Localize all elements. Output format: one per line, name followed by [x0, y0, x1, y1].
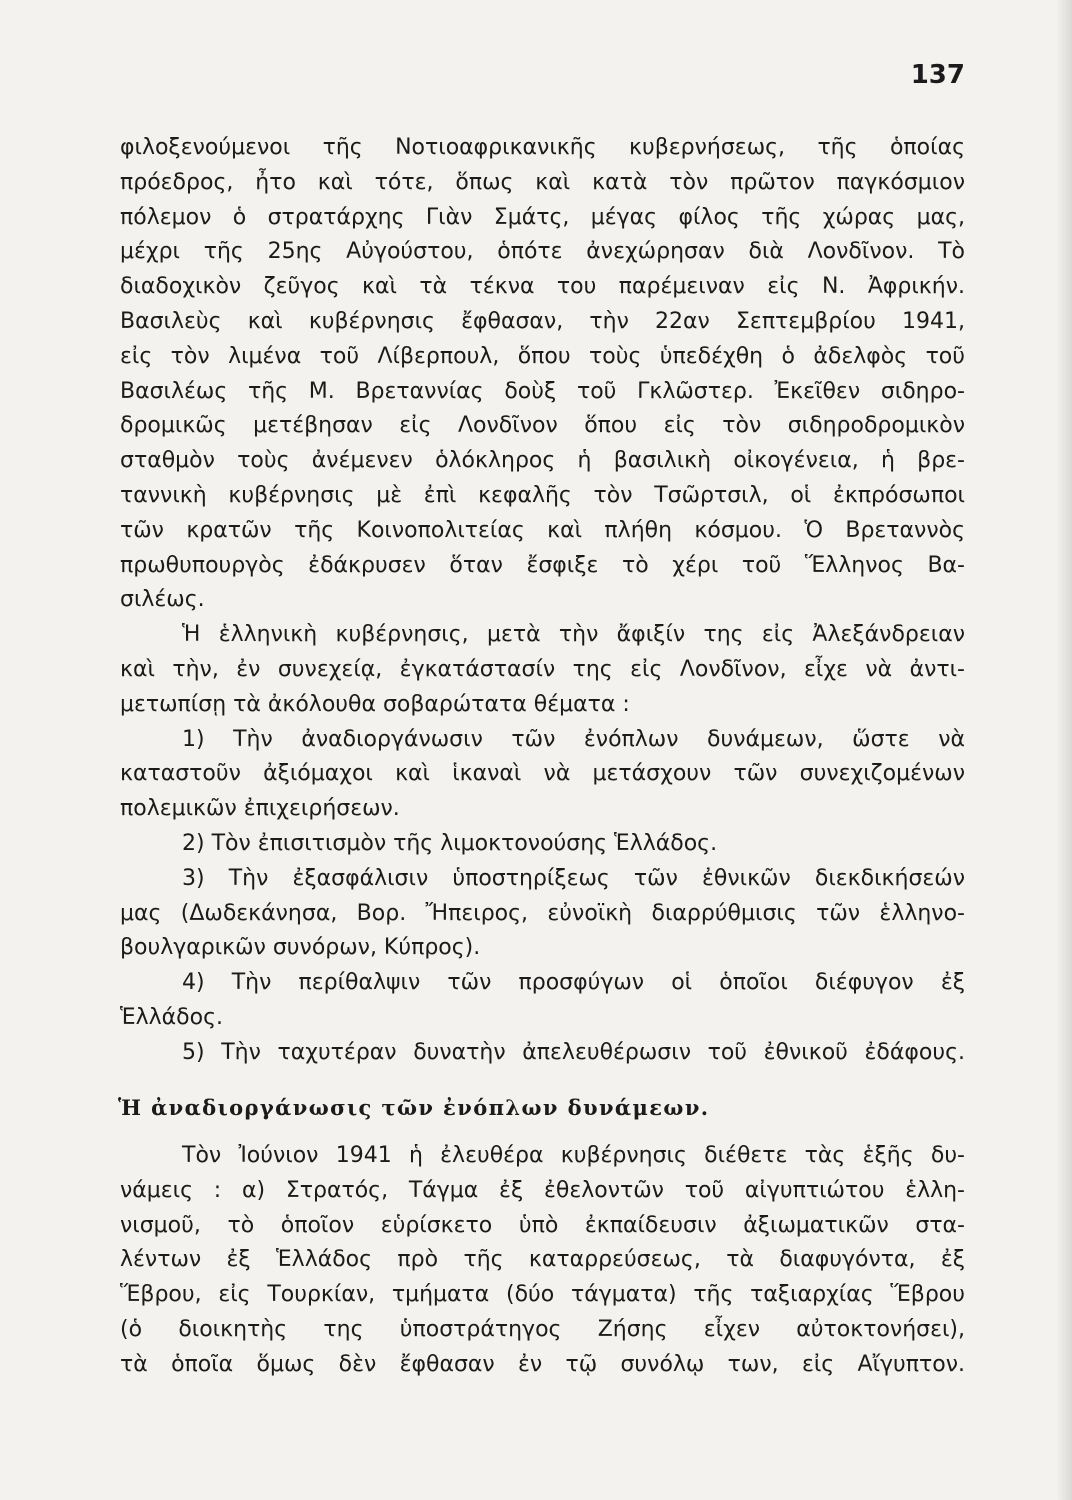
body-line: πρόεδρος, ἦτο καὶ τότε, ὅπως καὶ κατὰ τὸν πρῶτον παγκόσμιον [120, 169, 965, 195]
paragraph-intro [120, 618, 965, 722]
numbered-list [120, 723, 965, 1071]
body-line: καταστοῦν ἀξιόμαχοι καὶ ἱκαναὶ νὰ μετάσχουν τῶν συνεχιζομένων [120, 761, 965, 787]
body-line: 2) Τὸν ἐπισιτισμὸν τῆς λιμοκτονούσης Ἑλλάδος. [182, 830, 718, 856]
body-line: ταννικὴ κυβέρνησις μὲ ἐπὶ κεφαλῆς τὸν Τσῶρτσιλ, οἱ ἐκπρόσωποι [120, 482, 965, 508]
body-line: μας (Δωδεκάνησα, Βορ. Ἤπειρος, εὐνοϊκὴ διαρρύθμισις τῶν ἑλληνο- [120, 900, 965, 926]
numbered-item-1 [120, 723, 965, 827]
body-line: καὶ τὴν, ἐν συνεχείᾳ, ἐγκατάστασίν της εἰς Λονδῖνον, εἶχε νὰ ἀντι- [120, 656, 965, 682]
body-line: σιλέως. [120, 587, 205, 613]
body-line: πόλεμον ὁ στρατάρχης Γιὰν Σμάτς, μέγας φίλος τῆς χώρας μας, [120, 204, 965, 230]
body-line: νισμοῦ, τὸ ὁποῖον εὑρίσκετο ὑπὸ ἐκπαίδευσιν ἀξιωματικῶν στα- [120, 1212, 965, 1238]
body-line: Βασιλεὺς καὶ κυβέρνησις ἔφθασαν, τὴν 22αν Σεπτεμβρίου 1941, [120, 308, 965, 334]
body-line: πρωθυπουργὸς ἐδάκρυσεν ὅταν ἔσφιξε τὸ χέρι τοῦ Ἕλληνος Βα- [120, 552, 965, 578]
body-line: 5) Τὴν ταχυτέραν δυνατὴν ἀπελευθέρωσιν τοῦ ἐθνικοῦ ἐδάφους. [182, 1039, 965, 1065]
body-line: σταθμὸν τοὺς ἀνέμενεν ὁλόκληρος ἡ βασιλικὴ οἰκογένεια, ἡ βρε- [120, 448, 965, 474]
body-line: Βασιλέως τῆς Μ. Βρεταννίας δοὺξ τοῦ Γκλῶστερ. Ἐκεῖθεν σιδηρο- [120, 378, 965, 404]
body-line: δρομικῶς μετέβησαν εἰς Λονδῖνον ὅπου εἰς τὸν σιδηροδρομικὸν [120, 413, 965, 439]
numbered-item-2 [120, 827, 965, 862]
body-line: διαδοχικὸν ζεῦγος καὶ τὰ τέκνα του παρέμειναν εἰς Ν. Ἀφρικήν. [120, 274, 965, 300]
body-line: νάμεις : α) Στρατός, Τάγμα ἐξ ἐθελοντῶν τοῦ αἰγυπτιώτου ἑλλη- [120, 1177, 965, 1203]
body-line: Ἑλλάδος. [120, 1004, 224, 1030]
numbered-item-5 [120, 1036, 965, 1071]
main-text [120, 131, 965, 1071]
body-line: (ὁ διοικητὴς της ὑποστράτηγος Ζήσης εἶχεν αὐτοκτονήσει), [120, 1316, 965, 1342]
body-line: πολεμικῶν ἐπιχειρήσεων. [120, 796, 400, 822]
body-line: λέντων ἐξ Ἑλλάδος πρὸ τῆς καταρρεύσεως, τὰ διαφυγόντα, ἐξ [120, 1247, 965, 1273]
section-heading: Ἡ ἀναδιοργάνωσις τῶν ἐνόπλων δυνάμεων. [118, 1095, 710, 1120]
body-line: 4) Τὴν περίθαλψιν τῶν προσφύγων οἱ ὁποῖοι διέφυγον ἐξ [182, 970, 965, 996]
body-line: Ἕβρου, εἰς Τουρκίαν, τμήματα (δύο τάγματα) τῆς ταξιαρχίας Ἕβρου [120, 1282, 965, 1308]
body-line: βουλγαρικῶν συνόρων, Κύπρος). [120, 935, 481, 961]
body-line: 3) Τὴν ἐξασφάλισιν ὑποστηρίξεως τῶν ἐθνικῶν διεκδικήσεών [182, 865, 965, 891]
body-line: τὰ ὁποῖα ὅμως δὲν ἔφθασαν ἐν τῷ συνόλῳ των, εἰς Αἴγυπτον. [120, 1351, 965, 1377]
paragraph [120, 1139, 965, 1383]
body-line: μετωπίσῃ τὰ ἀκόλουθα σοβαρώτατα θέματα : [120, 691, 630, 717]
page-edge-shadow [1056, 0, 1072, 1500]
body-line: 1) Τὴν ἀναδιοργάνωσιν τῶν ἐνόπλων δυνάμεων, ὥστε νὰ [182, 726, 965, 752]
body-line: εἰς τὸν λιμένα τοῦ Λίβερπουλ, ὅπου τοὺς ὑπεδέχθη ὁ ἀδελφὸς τοῦ [120, 343, 965, 369]
section-body [120, 1139, 965, 1383]
body-line: Τὸν Ἰούνιον 1941 ἡ ἐλευθέρα κυβέρνησις διέθετε τὰς ἑξῆς δυ- [182, 1143, 965, 1168]
body-line: μέχρι τῆς 25ης Αὐγούστου, ὁπότε ἀνεχώρησαν διὰ Λονδῖνον. Τὸ [120, 239, 965, 265]
body-line: τῶν κρατῶν τῆς Κοινοπολιτείας καὶ πλήθη κόσμου. Ὁ Βρεταννὸς [120, 517, 965, 543]
numbered-item-4 [120, 966, 965, 1036]
page-number: 137 [910, 60, 965, 90]
body-line: φιλοξενούμενοι τῆς Νοτιοαφρικανικῆς κυβερνήσεως, τῆς ὁποίας [120, 135, 965, 160]
paragraph-continued [120, 131, 965, 618]
numbered-item-3 [120, 862, 965, 966]
body-line: Ἡ ἑλληνικὴ κυβέρνησις, μετὰ τὴν ἄφιξίν της εἰς Ἀλεξάνδρειαν [182, 622, 965, 648]
